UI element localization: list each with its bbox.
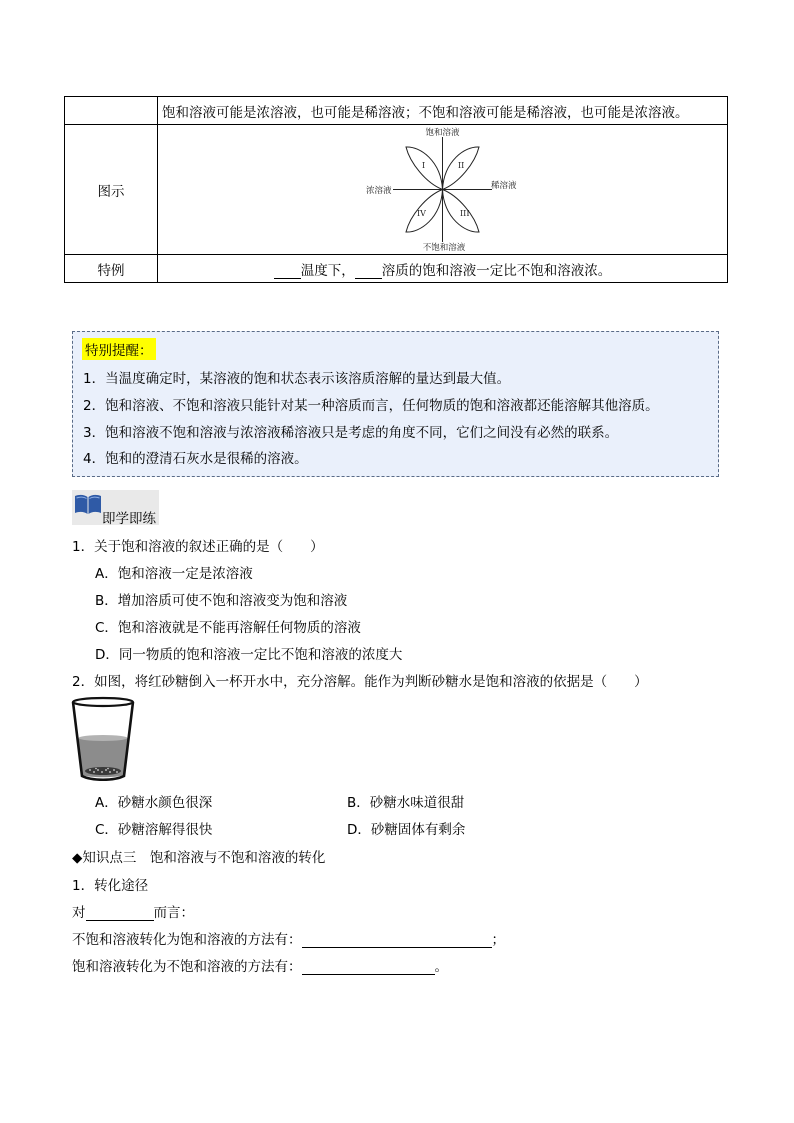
line1-start: 对: [72, 905, 86, 921]
q1-option-b[interactable]: B．增加溶质可使不饱和溶液变为饱和溶液: [95, 593, 348, 609]
practice-header: [72, 490, 159, 525]
line2-text: 不饱和溶液转化为饱和溶液的方法有：: [72, 932, 302, 948]
reminder-item-1: 1．当温度确定时，某溶液的饱和状态表示该溶质溶解的量达到最大值。: [83, 371, 511, 387]
line3-end: 。: [434, 959, 448, 975]
blank-temperature[interactable]: [274, 264, 301, 279]
row2-label: 图示: [65, 125, 158, 255]
row1-label: [65, 97, 158, 125]
blank-to-unsaturated[interactable]: [302, 960, 435, 975]
region-2: II: [458, 161, 465, 170]
row3-label: 特例: [65, 255, 158, 283]
section3-subtitle: 1．转化途径: [72, 878, 149, 894]
diagram-cell: [158, 125, 728, 255]
practice-label: 即学即练: [102, 511, 156, 527]
row3-part2: 溶质的饱和溶液一定比不饱和溶液浓。: [381, 262, 612, 279]
section3-line3: [72, 955, 448, 975]
q2-option-b[interactable]: B．砂糖水味道很甜: [347, 795, 465, 811]
section3-line2: [72, 928, 505, 948]
info-table: [64, 96, 728, 283]
blank-to-saturated[interactable]: [302, 933, 492, 948]
q1-option-d[interactable]: D．同一物质的饱和溶液一定比不饱和溶液的浓度大: [95, 647, 403, 663]
region-3: III: [460, 209, 470, 218]
q2-option-d[interactable]: D．砂糖固体有剩余: [347, 822, 466, 838]
q1-option-c[interactable]: C．饱和溶液就是不能再溶解任何物质的溶液: [95, 620, 361, 636]
solution-venn-diagram: [158, 125, 729, 254]
label-right: 稀溶液: [491, 181, 517, 191]
line2-end: ；: [491, 932, 505, 948]
section3-line1: [72, 901, 194, 921]
book-icon: [73, 492, 103, 516]
q2-option-a[interactable]: A．砂糖水颜色很深: [95, 795, 213, 811]
row1-text: 饱和溶液可能是浓溶液，也可能是稀溶液；不饱和溶液可能是稀溶液，也可能是浓溶液。: [158, 97, 728, 125]
q2-option-c[interactable]: C．砂糖溶解得很快: [95, 822, 213, 838]
reminder-item-3: 3．饱和溶液不饱和溶液与浓溶液稀溶液只是考虑的角度不同，它们之间没有必然的联系。: [83, 425, 619, 441]
blank-substance[interactable]: [86, 906, 154, 921]
row3-content: [158, 255, 728, 283]
reminder-box: [72, 331, 719, 477]
line3-text: 饱和溶液转化为不饱和溶液的方法有：: [72, 959, 302, 975]
beaker-image: [70, 696, 136, 782]
section3-title: ◆知识点三 饱和溶液与不饱和溶液的转化: [72, 850, 326, 866]
label-bottom: 不饱和溶液: [422, 243, 466, 253]
reminder-title: 特别提醒：: [82, 338, 156, 360]
q2-stem: 2．如图，将红砂糖倒入一杯开水中，充分溶解。能作为判断砂糖水是饱和溶液的依据是（ ）: [72, 674, 648, 690]
row3-part1: 温度下，: [300, 262, 355, 279]
label-left: 浓溶液: [366, 186, 392, 196]
q1-stem: 1．关于饱和溶液的叙述正确的是（ ）: [72, 539, 324, 555]
q1-option-a[interactable]: A．饱和溶液一定是浓溶液: [95, 566, 253, 582]
reminder-item-4: 4．饱和的澄清石灰水是很稀的溶液。: [83, 451, 308, 467]
region-1: I: [422, 161, 426, 170]
line1-end: 而言：: [153, 905, 194, 921]
blank-solute[interactable]: [355, 264, 382, 279]
label-top: 饱和溶液: [425, 128, 460, 138]
reminder-item-2: 2．饱和溶液、不饱和溶液只能针对某一种溶质而言，任何物质的饱和溶液都还能溶解其他溶质。: [83, 398, 659, 414]
region-4: IV: [417, 209, 426, 218]
